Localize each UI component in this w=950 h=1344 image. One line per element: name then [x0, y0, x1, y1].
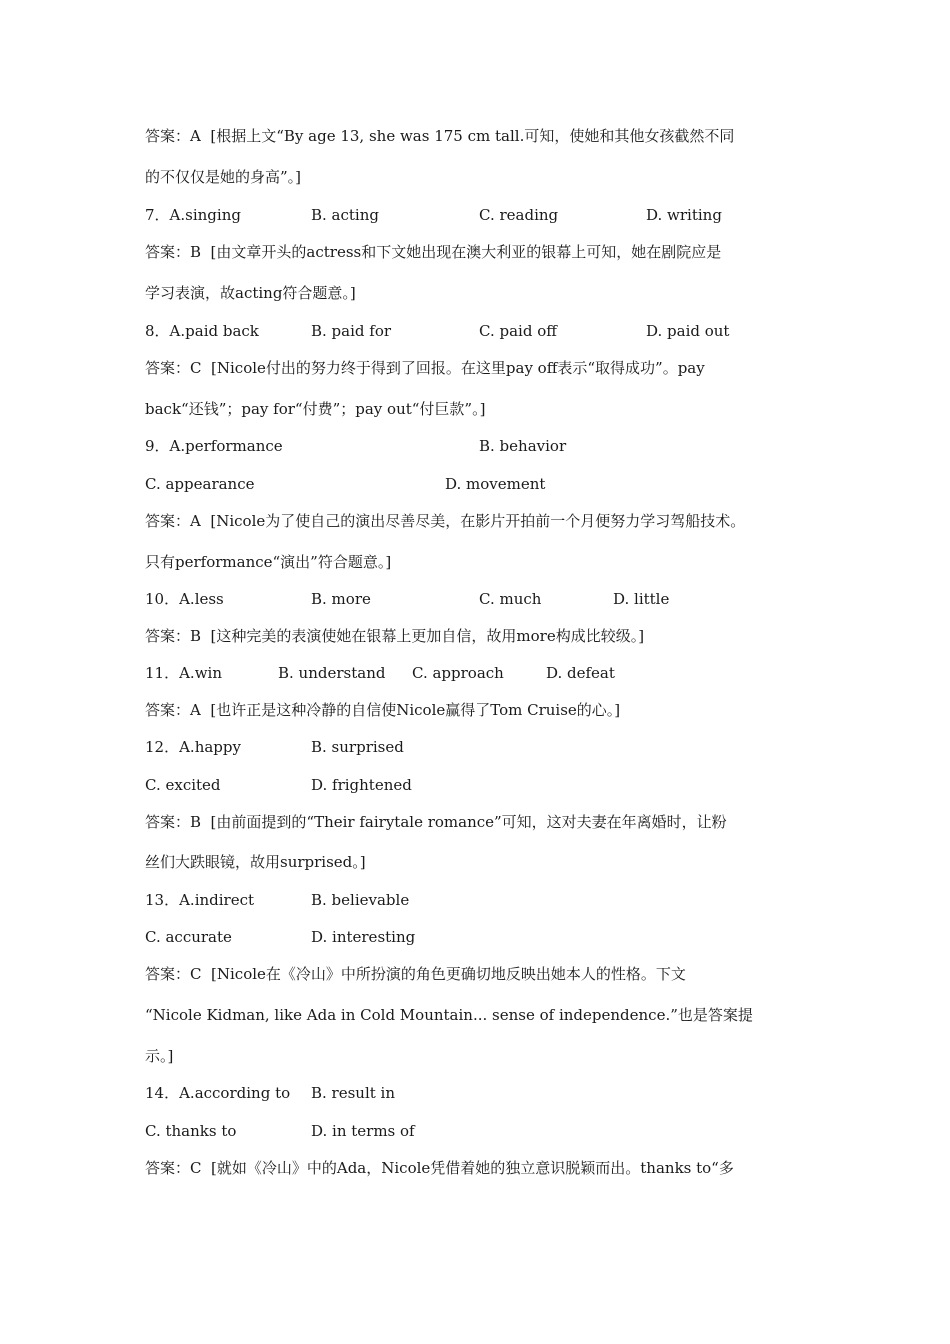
- answer-text: 答案：C [Nicole付出的努力终于得到了回报。在这里pay off表示“取得成功”。pay: [145, 359, 705, 377]
- answer-text: 的不仅仅是她的身高”。]: [145, 168, 302, 186]
- option-a: 10．A.less: [145, 590, 224, 608]
- option-c: C. much: [479, 590, 542, 608]
- option-d: D. frightened: [311, 776, 412, 794]
- option-d: D. defeat: [546, 664, 615, 682]
- answer-text: 丝们大跌眼镜，故用surprised。]: [145, 853, 366, 871]
- option-b: B. result in: [311, 1084, 396, 1102]
- option-c: C. appearance: [145, 475, 255, 493]
- option-a: 13．A.indirect: [145, 891, 255, 909]
- answer-text: 只有performance“演出”符合题意。]: [145, 553, 392, 571]
- answer-text: 答案：A [根据上文“By age 13, she was 175 cm tall.可知，使她和其他女孩截然不同: [145, 127, 735, 145]
- option-d: D. paid out: [646, 322, 730, 340]
- option-c: C. accurate: [145, 928, 232, 946]
- answer-text: back“还钱”；pay for“付费”；pay out“付巨款”。]: [145, 400, 486, 418]
- option-b: B. understand: [278, 664, 386, 682]
- option-c: C. reading: [479, 206, 559, 224]
- answer-text: 答案：A [也许正是这种冷静的自信使Nicole赢得了Tom Cruise的心。]: [145, 701, 621, 719]
- answer-text: 学习表演，故acting符合题意。]: [145, 284, 356, 302]
- answer-text: 答案：A [Nicole为了使自己的演出尽善尽美，在影片开拍前一个月便努力学习驾船技术。: [145, 512, 746, 530]
- option-c: C. paid off: [479, 322, 557, 340]
- option-d: D. little: [613, 590, 670, 608]
- option-b: B. paid for: [311, 322, 392, 340]
- option-a: 7．A.singing: [145, 206, 241, 224]
- answer-text: 答案：B [这种完美的表演使她在银幕上更加自信，故用more构成比较级。]: [145, 627, 645, 645]
- option-a: 11．A.win: [145, 664, 222, 682]
- option-a: 9．A.performance: [145, 437, 283, 455]
- answer-text: “Nicole Kidman, like Ada in Cold Mountain... sense of independence.”也是答案提: [145, 1006, 753, 1024]
- answer-text: 答案：B [由前面提到的“Their fairytale romance”可知，这对夫妻在年离婚时，让粉: [145, 813, 727, 831]
- option-a: 14．A.according to: [145, 1084, 291, 1102]
- option-d: D. interesting: [311, 928, 416, 946]
- option-b: B. more: [311, 590, 371, 608]
- option-a: 12．A.happy: [145, 738, 241, 756]
- answer-text: 答案：B [由文章开头的actress和下文她出现在澳大利亚的银幕上可知，她在剧院应是: [145, 243, 722, 261]
- option-a: 8．A.paid back: [145, 322, 259, 340]
- option-c: C. excited: [145, 776, 221, 794]
- option-b: B. behavior: [479, 437, 567, 455]
- option-d: D. in terms of: [311, 1122, 415, 1140]
- answer-text: 答案：C [Nicole在《冷山》中所扮演的角色更确切地反映出她本人的性格。下文: [145, 965, 686, 983]
- option-b: B. surprised: [311, 738, 404, 756]
- option-c: C. thanks to: [145, 1122, 237, 1140]
- option-c: C. approach: [412, 664, 504, 682]
- option-b: B. acting: [311, 206, 379, 224]
- option-d: D. writing: [646, 206, 722, 224]
- option-b: B. believable: [311, 891, 410, 909]
- answer-text: 示。]: [145, 1047, 174, 1065]
- answer-text: 答案：C [就如《冷山》中的Ada，Nicole凭借着她的独立意识脱颖而出。thanks to“多: [145, 1159, 734, 1177]
- option-d: D. movement: [445, 475, 546, 493]
